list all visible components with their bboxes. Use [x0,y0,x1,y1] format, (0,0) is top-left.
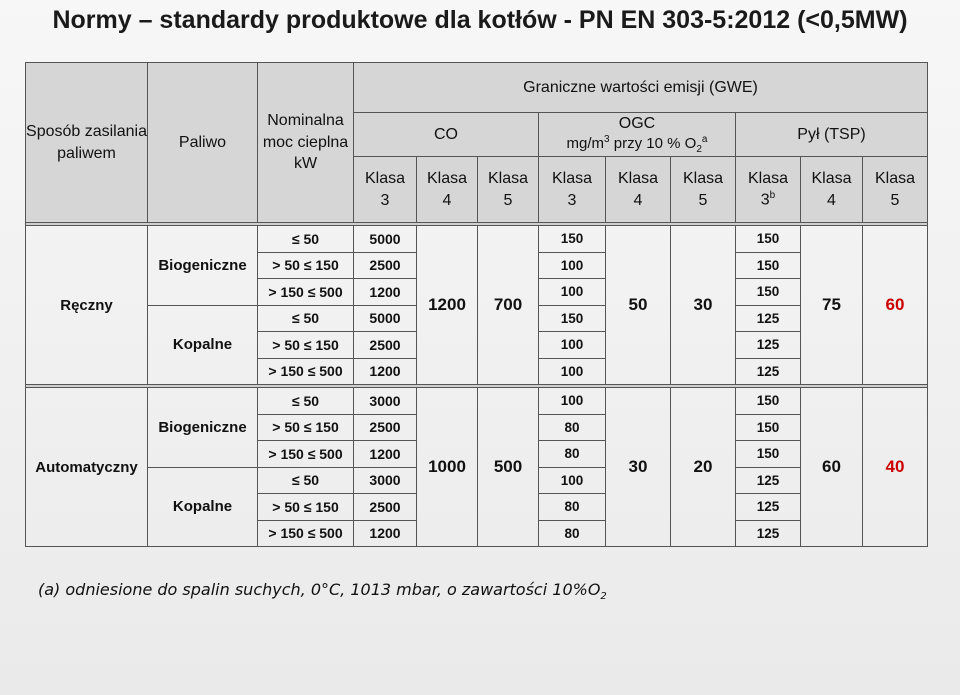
pyl-klasa4-cell: 60 [801,388,863,547]
header-co: CO [354,113,539,157]
ogc-klasa5-cell: 20 [671,388,736,547]
power-cell: > 50 ≤ 150 [258,252,354,279]
ogc-klasa4-cell: 50 [606,226,671,385]
ogc-klasa3-cell: 100 [539,388,606,415]
klasa-label: Klasa [811,169,852,187]
unit-rest: przy 10 % O [609,134,697,152]
header-klasa-6 [671,157,736,223]
header-klasa-7 [736,157,801,223]
ogc-klasa3-cell: 100 [539,358,606,385]
unit-note: a [701,133,708,145]
feed-mode-cell: Automatyczny [26,388,148,547]
klasa-label: Klasa [551,169,593,187]
co-klasa3-cell: 2500 [354,414,417,441]
klasa-number: 5 [698,191,708,209]
co-klasa3-cell: 5000 [354,226,417,253]
co-klasa3-cell: 1200 [354,441,417,468]
klasa-number: 4 [827,191,836,209]
fuel-cell: Biogeniczne [148,388,258,468]
unit-sup: 3 [604,133,610,145]
klasa-number: 5 [890,191,900,209]
feed-mode-cell: Ręczny [26,226,148,385]
co-klasa3-cell: 1200 [354,279,417,306]
power-cell: ≤ 50 [258,226,354,253]
klasa-number: 5 [503,191,513,209]
header-power: Nominalna moc cieplna kW [258,63,354,223]
co-klasa4-cell: 1200 [417,226,478,385]
emission-standards-table [25,62,928,547]
ogc-klasa3-cell: 150 [539,305,606,332]
pyl-klasa5-cell: 60 [863,226,928,385]
power-cell: > 50 ≤ 150 [258,332,354,359]
klasa-label: Klasa [364,169,406,187]
ogc-klasa3-cell: 80 [539,414,606,441]
pyl-klasa3-cell: 125 [736,305,801,332]
klasa-label: Klasa [682,169,724,187]
header-klasa-9 [863,157,928,223]
header-gwe: Graniczne wartości emisji (GWE) [354,63,928,113]
header-pyl: Pył (TSP) [736,113,928,157]
co-klasa5-cell: 500 [478,388,539,547]
ogc-klasa3-cell: 100 [539,332,606,359]
ogc-klasa3-cell: 100 [539,279,606,306]
header-feed-mode: Sposób zasilania paliwem [26,63,148,223]
table-row [26,226,928,253]
table-row [26,388,928,415]
fuel-cell: Kopalne [148,305,258,385]
ogc-klasa3-cell: 100 [539,467,606,494]
co-klasa3-cell: 3000 [354,467,417,494]
header-klasa-4 [539,157,606,223]
fuel-cell: Biogeniczne [148,226,258,306]
klasa-number: 3 [567,191,577,209]
pyl-klasa3-cell: 125 [736,494,801,521]
unit-sub: 2 [696,143,702,155]
co-klasa3-cell: 2500 [354,252,417,279]
pyl-klasa3-cell: 125 [736,520,801,547]
ogc-klasa3-cell: 80 [539,520,606,547]
pyl-klasa3-cell: 150 [736,441,801,468]
co-klasa4-cell: 1000 [417,388,478,547]
ogc-klasa3-cell: 150 [539,226,606,253]
page-title: Normy – standardy produktowe dla kotłów - PN EN 303-5:2012 (<0,5MW) [52,6,908,34]
power-cell: > 150 ≤ 500 [258,358,354,385]
co-klasa3-cell: 1200 [354,358,417,385]
footnote [38,580,607,602]
klasa-label: Klasa [874,169,916,187]
footnote-text: (a) odniesione do spalin suchych, 0°C, 1013 mbar, o zawartości 10%O [38,580,601,599]
pyl-klasa3-cell: 150 [736,279,801,306]
klasa-label: Klasa [426,169,468,187]
power-cell: > 50 ≤ 150 [258,414,354,441]
header-ogc-unit [539,113,736,157]
klasa-number: 4 [633,191,643,209]
co-klasa5-cell: 700 [478,226,539,385]
pyl-klasa5-cell: 40 [863,388,928,547]
fuel-cell: Kopalne [148,467,258,547]
ogc-klasa5-cell: 30 [671,226,736,385]
co-klasa3-cell: 2500 [354,332,417,359]
unit-main: mg/m [566,134,605,152]
pyl-klasa3-cell: 125 [736,332,801,359]
pyl-klasa3-cell: 150 [736,414,801,441]
power-cell: > 150 ≤ 500 [258,441,354,468]
header-fuel: Paliwo [148,63,258,223]
ogc-klasa3-cell: 80 [539,441,606,468]
header-klasa-2 [417,157,478,223]
co-klasa3-cell: 3000 [354,388,417,415]
klasa-number: 3 [380,191,390,209]
co-klasa3-cell: 1200 [354,520,417,547]
footnote-sub: 2 [600,591,607,603]
power-cell: ≤ 50 [258,305,354,332]
power-cell: > 50 ≤ 150 [258,494,354,521]
header-klasa-3 [478,157,539,223]
ogc-klasa3-cell: 100 [539,252,606,279]
pyl-klasa3-cell: 150 [736,388,801,415]
power-cell: > 150 ≤ 500 [258,520,354,547]
power-cell: ≤ 50 [258,388,354,415]
header-klasa-1 [354,157,417,223]
header-ogc: OGC [618,114,656,132]
co-klasa3-cell: 5000 [354,305,417,332]
power-cell: ≤ 50 [258,467,354,494]
ogc-klasa3-cell: 80 [539,494,606,521]
header-klasa-5 [606,157,671,223]
ogc-klasa4-cell: 30 [606,388,671,547]
header-unit [539,134,735,155]
klasa-label: Klasa [747,169,789,187]
header-klasa-8 [801,157,863,223]
klasa-label: Klasa [487,169,529,187]
power-cell: > 150 ≤ 500 [258,279,354,306]
klasa-number: 4 [442,191,452,209]
pyl-klasa3-cell: 125 [736,358,801,385]
pyl-klasa3-cell: 125 [736,467,801,494]
klasa-sup: b [769,190,776,202]
pyl-klasa4-cell: 75 [801,226,863,385]
co-klasa3-cell: 2500 [354,494,417,521]
klasa-label: Klasa [617,169,659,187]
klasa-number: 3$^b$ [760,190,776,209]
pyl-klasa3-cell: 150 [736,226,801,253]
pyl-klasa3-cell: 150 [736,252,801,279]
